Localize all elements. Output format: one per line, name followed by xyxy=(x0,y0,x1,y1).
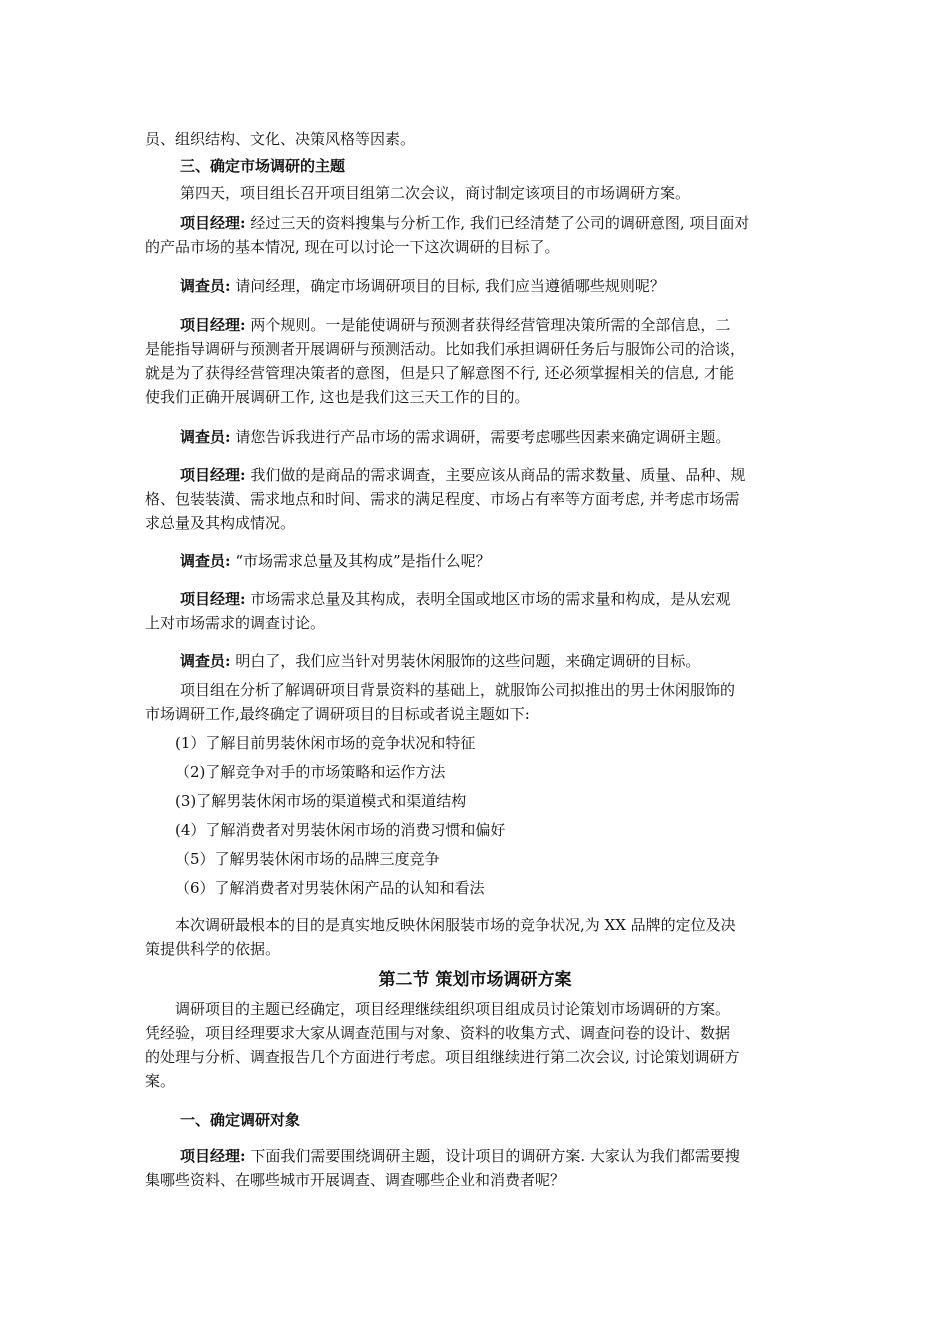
dialogue-line: 就是为了获得经营管理决策者的意图，但是只了解意图不行, 还必须掌握相关的信息, 才能 xyxy=(145,364,735,382)
subheading: 三、确定市场调研的主题 xyxy=(180,157,346,175)
paragraph-line: 员、组织结构、文化、决策风格等因素。 xyxy=(145,130,416,148)
dialogue-line: 格、包装装潢、需求地点和时间、需求的满足程度、市场占有率等方面考虑, 并考虑市场需 xyxy=(145,490,740,508)
list-item: (3)了解男装休闲市场的渠道模式和渠道结构 xyxy=(175,792,467,810)
dialogue-line xyxy=(180,314,730,336)
dialogue-line xyxy=(180,550,491,572)
dialogue-line xyxy=(180,426,730,448)
dialogue-text: 市场需求总量及其构成，表明全国或地区市场的需求量和构成，是从宏观 xyxy=(245,590,731,608)
section-title: 第二节 策划市场调研方案 xyxy=(378,970,572,990)
list-item: （2)了解竞争对手的市场策略和运作方法 xyxy=(175,763,446,781)
dialogue-line xyxy=(180,275,665,297)
dialogue-text: 两个规则。一是能使调研与预测者获得经营管理决策所需的全部信息，二 xyxy=(245,316,731,334)
list-item: (4）了解消费者对男装休闲市场的消费习惯和偏好 xyxy=(175,821,506,839)
dialogue-text: 明白了，我们应当针对男装休闲服饰的这些问题，来确定调研的目标。 xyxy=(230,652,701,670)
speaker-label: 调查员: xyxy=(180,552,231,570)
paragraph-line: 调研项目的主题已经确定，项目经理继续组织项目组成员讨论策划市场调研的方案。 xyxy=(175,1000,731,1018)
paragraph-line: 项目组在分析了解调研项目背景资料的基础上，就服饰公司拟推出的男士休闲服饰的 xyxy=(180,681,736,699)
paragraph-line: 凭经验，项目经理要求大家从调查范围与对象、资料的收集方式、调查问卷的设计、数据 xyxy=(145,1024,731,1042)
dialogue-line: 求总量及其构成情况。 xyxy=(145,514,296,532)
paragraph-line: 本次调研最根本的目的是真实地反映休闲服装市场的竞争状况,为 XX 品牌的定位及决 xyxy=(175,916,736,934)
dialogue-text: 请问经理，确定市场调研项目的目标, 我们应当遵循哪些规则呢？ xyxy=(230,277,665,295)
speaker-label: 项目经理: xyxy=(180,1147,246,1165)
dialogue-text: 下面我们需要围绕调研主题，设计项目的调研方案. 大家认为我们都需要搜 xyxy=(245,1147,740,1165)
list-item: （6）了解消费者对男装休闲产品的认知和看法 xyxy=(175,879,485,897)
paragraph-line: 策提供科学的依据。 xyxy=(145,940,281,958)
dialogue-line: 是能指导调研与预测者开展调研与预测活动。比如我们承担调研任务后与服饰公司的洽谈， xyxy=(145,340,746,358)
subheading: 一、确定调研对象 xyxy=(180,1111,301,1129)
paragraph-line: 案。 xyxy=(145,1072,176,1090)
speaker-label: 项目经理: xyxy=(180,316,246,334)
dialogue-line xyxy=(180,650,700,672)
dialogue-line: 集哪些资料、在哪些城市开展调查、调查哪些企业和消费者呢？ xyxy=(145,1171,566,1189)
speaker-label: 调查员: xyxy=(180,277,231,295)
speaker-label: 调查员: xyxy=(180,428,231,446)
paragraph-line: 市场调研工作,最终确定了调研项目的目标或者说主题如下: xyxy=(145,705,530,723)
list-item: （5）了解男装休闲市场的品牌三度竞争 xyxy=(175,850,440,868)
dialogue-line xyxy=(180,464,745,486)
dialogue-text: “市场需求总量及其构成”是指什么呢？ xyxy=(230,552,491,570)
speaker-label: 项目经理: xyxy=(180,466,246,484)
dialogue-line: 上对市场需求的调查讨论。 xyxy=(145,614,326,632)
dialogue-line xyxy=(180,212,749,234)
dialogue-text: 请您告诉我进行产品市场的需求调研，需要考虑哪些因素来确定调研主题。 xyxy=(230,428,731,446)
dialogue-line: 的产品市场的基本情况, 现在可以讨论一下这次调研的目标了。 xyxy=(145,238,560,256)
speaker-label: 项目经理: xyxy=(180,214,246,232)
dialogue-line xyxy=(180,588,730,610)
speaker-label: 项目经理: xyxy=(180,590,246,608)
paragraph-line: 的处理与分析、调查报告几个方面进行考虑。项目组继续进行第二次会议, 讨论策划调研方 xyxy=(145,1048,740,1066)
list-item: (1）了解目前男装休闲市场的竞争状况和特征 xyxy=(175,734,476,752)
dialogue-text: 我们做的是商品的需求调查，主要应该从商品的需求数量、质量、品种、规 xyxy=(245,466,746,484)
dialogue-text: 经过三天的资料搜集与分析工作, 我们已经清楚了公司的调研意图, 项目面对 xyxy=(245,214,750,232)
paragraph-line: 第四天，项目组长召开项目组第二次会议，商讨制定该项目的市场调研方案。 xyxy=(180,184,691,202)
speaker-label: 调查员: xyxy=(180,652,231,670)
dialogue-line: 使我们正确开展调研工作, 这也是我们这三天工作的目的。 xyxy=(145,388,530,406)
dialogue-line xyxy=(180,1145,740,1167)
